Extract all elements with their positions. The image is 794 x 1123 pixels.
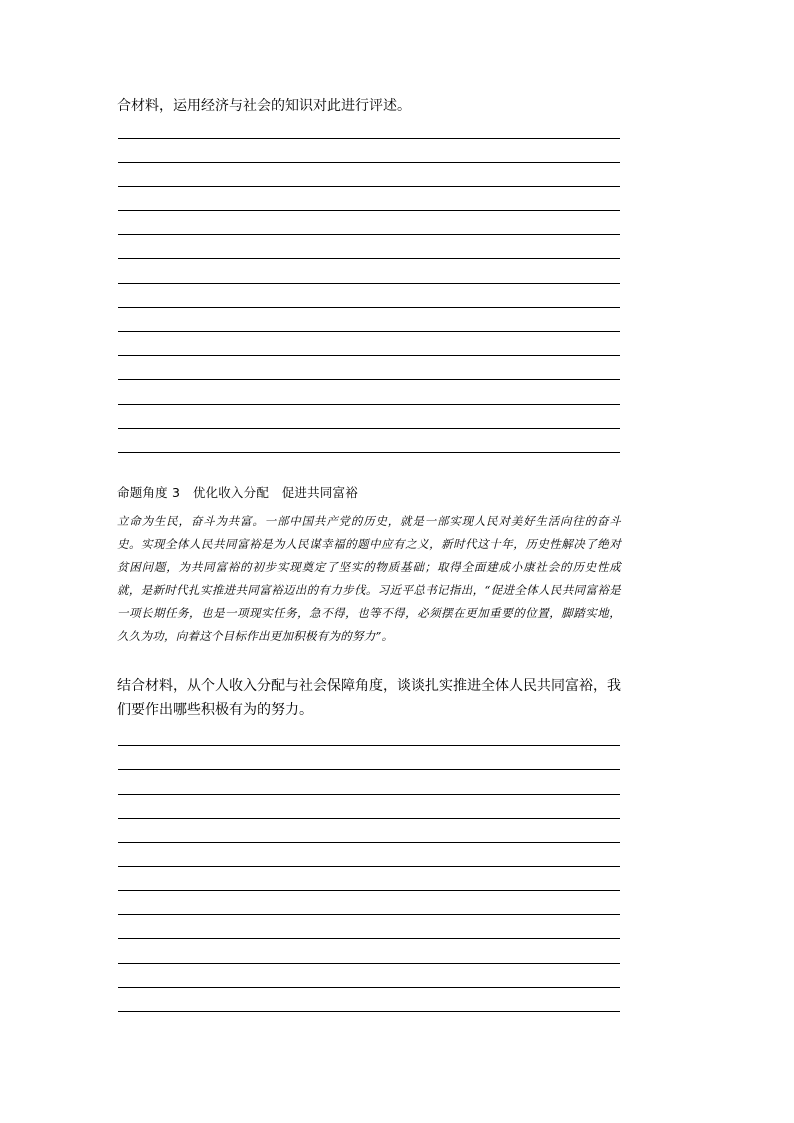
answer-line xyxy=(118,162,620,163)
answer-line xyxy=(118,307,620,308)
answer-line xyxy=(118,379,620,380)
answer-line xyxy=(118,283,620,284)
answer-line xyxy=(118,914,620,915)
answer-line xyxy=(118,987,620,988)
question-text: 结合材料，从个人收入分配与社会保障角度，谈谈扎实推进全体人民共同富裕，我们要作出哪些积极有为的努力。 xyxy=(117,678,621,718)
answer-line xyxy=(118,404,620,405)
answer-prompt-top: 合材料，运用经济与社会的知识对此进行评述。 xyxy=(117,98,411,114)
answer-line xyxy=(118,818,620,819)
answer-line xyxy=(118,794,620,795)
answer-line xyxy=(118,428,620,429)
answer-line xyxy=(118,866,620,867)
material-paragraph: 立命为生民，奋斗为共富。一部中国共产党的历史，就是一部实现人民对美好生活向往的奋斗史。实现全体人民共同富裕是为人民谋幸福的题中应有之义，新时代这十年，历史性解决了绝对贫困问题，为共同富裕的初步实现奠定了坚实的物质基础；取得全面建成小康社会的历史性成就，是新时代扎实推进共同富裕迈出的有力步伐。习近平总书记指出，“促进全体人民共同富裕是一项长期任务，也是一项现实任务，急不得，也等不得，必须摆在更加重要的位置，脚踏实地，久久为功，向着这个目标作出更加积极有为的努力”。 xyxy=(117,514,621,643)
answer-line xyxy=(118,234,620,235)
answer-line xyxy=(118,186,620,187)
answer-line xyxy=(118,769,620,770)
answer-line xyxy=(118,452,620,453)
section-heading: 命题角度 3 优化收入分配 促进共同富裕 xyxy=(117,485,358,500)
answer-line xyxy=(118,842,620,843)
answer-line xyxy=(118,745,620,746)
answer-line xyxy=(118,890,620,891)
answer-line xyxy=(118,963,620,964)
answer-line xyxy=(118,938,620,939)
answer-line xyxy=(118,210,620,211)
answer-line xyxy=(118,331,620,332)
answer-line xyxy=(118,138,620,139)
answer-line xyxy=(118,355,620,356)
answer-line xyxy=(118,258,620,259)
answer-line xyxy=(118,1011,620,1012)
